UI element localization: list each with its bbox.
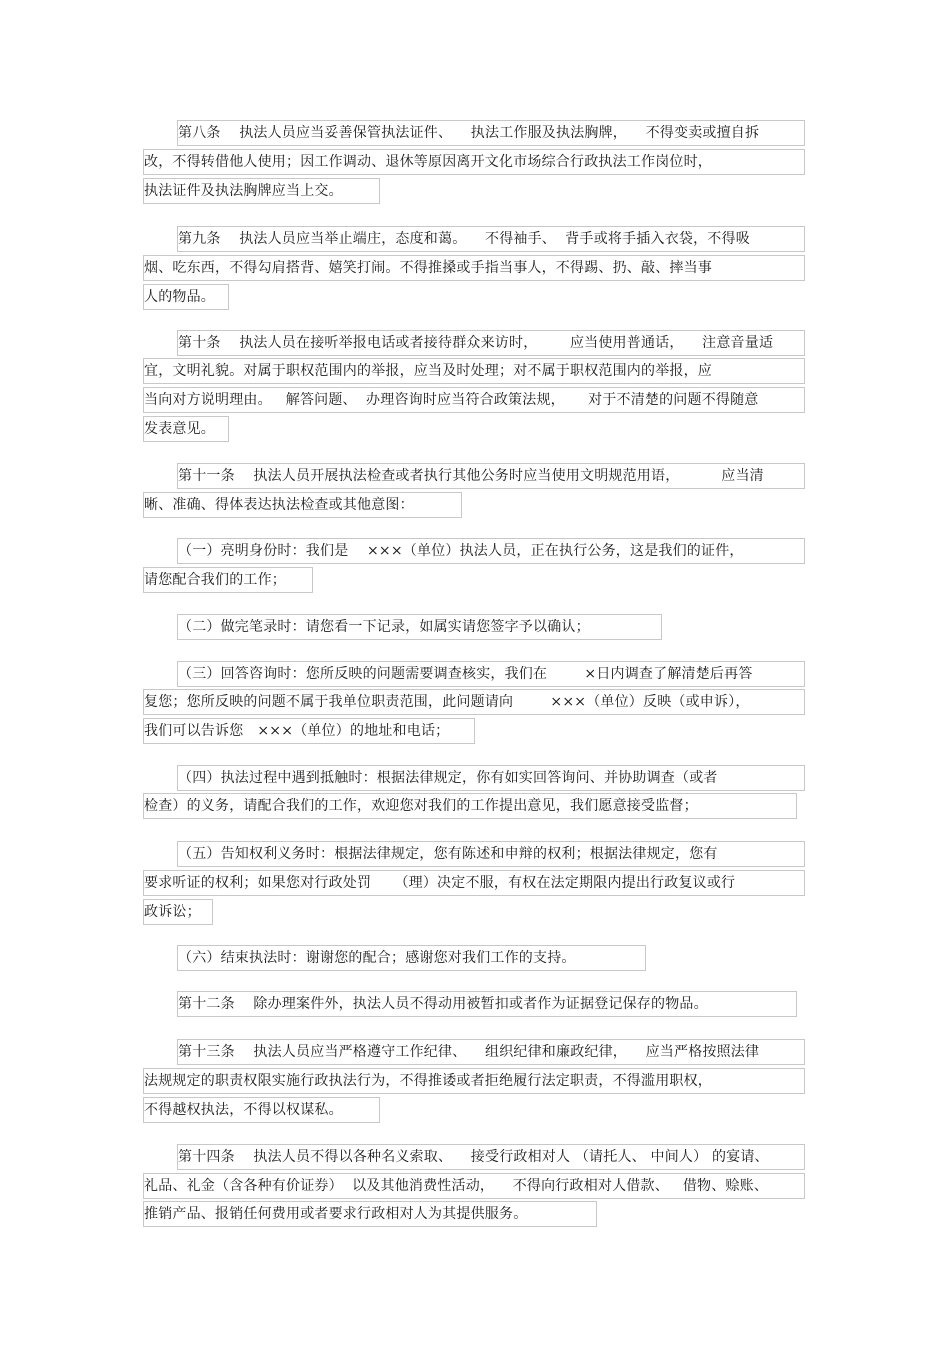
- article-14-line-3: 推销产品、报销任何费用或者要求行政相对人为其提供服务。: [143, 1201, 597, 1227]
- article-10-line-3: 当向对方说明理由。 解答问题、 办理咨询时应当符合政策法规， 对于不清楚的问题不得随意: [143, 387, 805, 413]
- article-10-line-1: 第十条 执法人员在接听举报电话或者接待群众来访时， 应当使用普通话， 注意音量适: [177, 330, 805, 356]
- article-8-line-2: 改，不得转借他人使用；因工作调动、退休等原因离开文化市场综合行政执法工作岗位时，: [143, 149, 805, 175]
- item-3-line-2: 复您；您所反映的问题不属于我单位职责范围，此问题请向 ×××（单位）反映（或申诉），: [143, 689, 805, 715]
- article-9-line-1: 第九条 执法人员应当举止端庄，态度和蔼。 不得袖手、 背手或将手插入衣袋，不得吸: [177, 226, 805, 252]
- article-11-line-2: 晰、准确、得体表达执法检查或其他意图：: [143, 492, 462, 518]
- article-13-line-1: 第十三条 执法人员应当严格遵守工作纪律、 组织纪律和廉政纪律， 应当严格按照法律: [177, 1039, 805, 1065]
- item-3-line-3: 我们可以告诉您 ×××（单位）的地址和电话；: [143, 718, 475, 744]
- item-1-line-1: （一）亮明身份时：我们是 ×××（单位）执法人员，正在执行公务，这是我们的证件，: [177, 538, 805, 564]
- item-3-line-1: （三）回答咨询时：您所反映的问题需要调查核实，我们在 ×日内调查了解清楚后再答: [177, 661, 805, 687]
- article-12-line-1: 第十二条 除办理案件外，执法人员不得动用被暂扣或者作为证据登记保存的物品。: [177, 991, 797, 1017]
- item-5-line-3: 政诉讼；: [143, 899, 213, 925]
- article-9-line-3: 人的物品。: [143, 284, 229, 310]
- article-10-line-4: 发表意见。: [143, 416, 229, 442]
- article-14-line-2: 礼品、礼金（含各种有价证券） 以及其他消费性活动， 不得向行政相对人借款、 借物、赊账、: [143, 1173, 805, 1199]
- article-13-line-3: 不得越权执法，不得以权谋私。: [143, 1097, 380, 1123]
- item-4-line-1: （四）执法过程中遇到抵触时：根据法律规定，你有如实回答询问、并协助调查（或者: [177, 765, 805, 791]
- item-5-line-1: （五）告知权利义务时：根据法律规定，您有陈述和申辩的权利；根据法律规定，您有: [177, 841, 805, 867]
- article-14-line-1: 第十四条 执法人员不得以各种名义索取、 接受行政相对人 （请托人、 中间人） 的宴请、: [177, 1144, 805, 1170]
- item-5-line-2: 要求听证的权利；如果您对行政处罚 （理）决定不服，有权在法定期限内提出行政复议或行: [143, 870, 805, 896]
- item-6-line-1: （六）结束执法时：谢谢您的配合；感谢您对我们工作的支持。: [177, 945, 646, 971]
- article-8-line-3: 执法证件及执法胸牌应当上交。: [143, 178, 380, 204]
- article-10-line-2: 宜，文明礼貌。对属于职权范围内的举报，应当及时处理；对不属于职权范围内的举报，应: [143, 358, 805, 384]
- article-8-line-1: 第八条 执法人员应当妥善保管执法证件、 执法工作服及执法胸牌， 不得变卖或擅自拆: [177, 120, 805, 146]
- article-11-line-1: 第十一条 执法人员开展执法检查或者执行其他公务时应当使用文明规范用语， 应当清: [177, 463, 805, 489]
- article-13-line-2: 法规规定的职责权限实施行政执法行为，不得推诿或者拒绝履行法定职责，不得滥用职权，: [143, 1068, 805, 1094]
- item-2-line-1: （二）做完笔录时：请您看一下记录，如属实请您签字予以确认；: [177, 614, 662, 640]
- item-4-line-2: 检查）的义务，请配合我们的工作，欢迎您对我们的工作提出意见，我们愿意接受监督；: [143, 793, 797, 819]
- article-9-line-2: 烟、吃东西，不得勾肩搭背、嬉笑打闹。不得推搡或手指当事人，不得踢、扔、敲、摔当事: [143, 255, 805, 281]
- item-1-line-2: 请您配合我们的工作；: [143, 567, 313, 593]
